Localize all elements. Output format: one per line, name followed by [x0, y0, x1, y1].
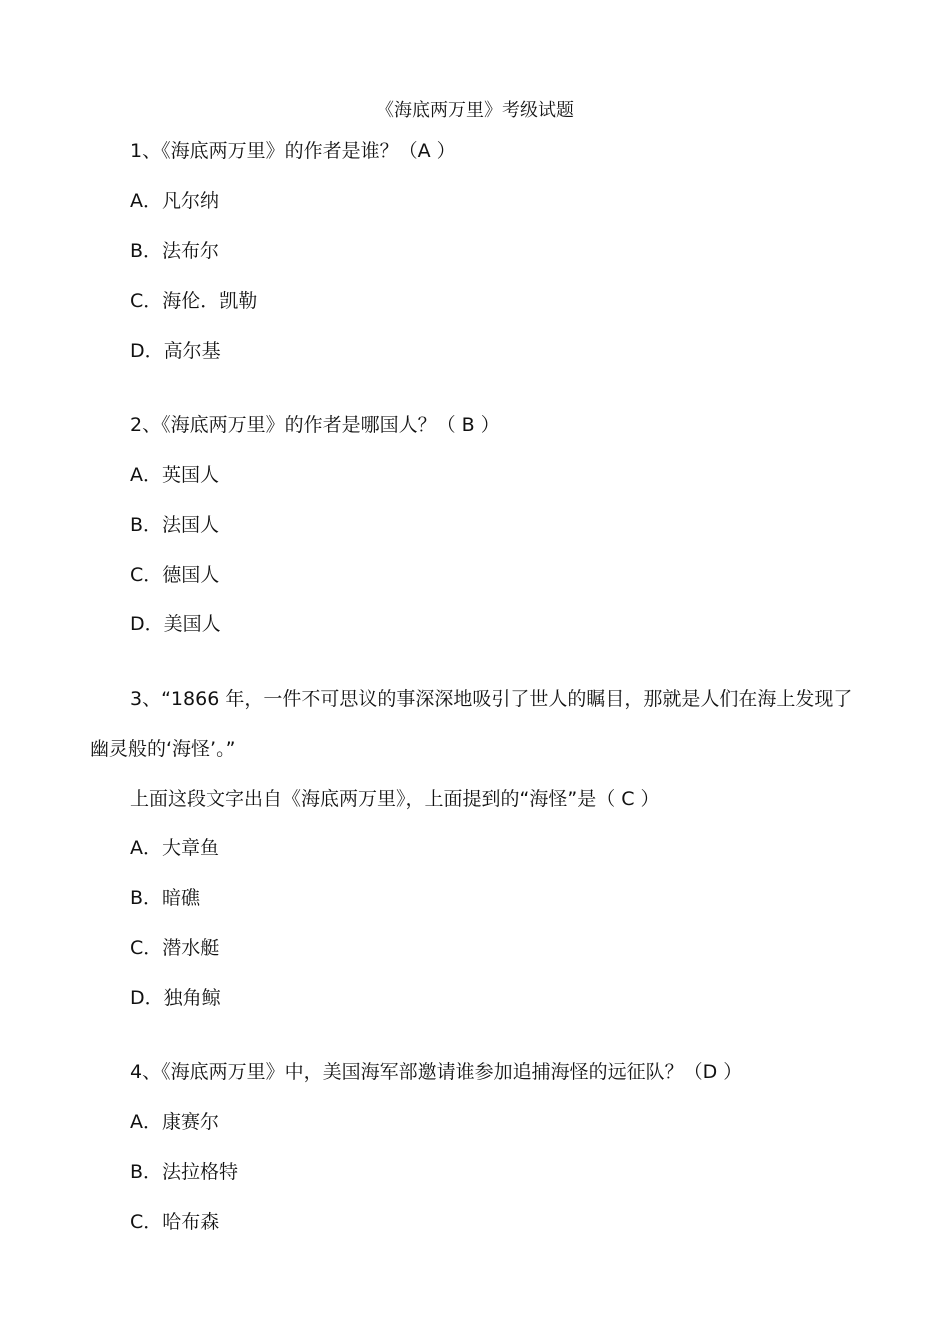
- question-1-option-c: C．海伦．凯勒: [130, 290, 258, 312]
- question-3-option-a: A．大章鱼: [130, 837, 219, 859]
- question-3-option-b: B．暗礁: [130, 887, 201, 909]
- question-4-option-b: B．法拉格特: [130, 1161, 239, 1183]
- question-2-option-b: B．法国人: [130, 514, 220, 536]
- question-3-stem-continued: 幽灵般的‘海怪’。”: [90, 738, 236, 760]
- question-1-stem: 1、《海底两万里》的作者是谁？（A ）: [130, 140, 456, 162]
- question-2-option-d: D．美国人: [130, 613, 221, 635]
- question-2-option-c: C．德国人: [130, 564, 220, 586]
- question-3-option-c: C．潜水艇: [130, 937, 220, 959]
- question-3-prompt: 上面这段文字出自《海底两万里》，上面提到的“海怪”是（ C ）: [130, 788, 660, 810]
- question-4-option-a: A．康赛尔: [130, 1111, 219, 1133]
- question-1-option-d: D．高尔基: [130, 340, 221, 362]
- document-title: 《海底两万里》考级试题: [376, 100, 574, 121]
- question-2-stem: 2、《海底两万里》的作者是哪国人？（ B ）: [130, 414, 500, 436]
- question-1-option-b: B．法布尔: [130, 240, 220, 262]
- question-3-option-d: D．独角鲸: [130, 987, 221, 1009]
- question-4-option-c: C．哈布森: [130, 1211, 220, 1233]
- question-3-stem: 3、“1866 年，一件不可思议的事深深地吸引了世人的瞩目，那就是人们在海上发现了: [130, 688, 853, 710]
- question-2-option-a: A．英国人: [130, 464, 219, 486]
- question-1-option-a: A．凡尔纳: [130, 190, 219, 212]
- question-4-stem: 4、《海底两万里》中，美国海军部邀请谁参加追捕海怪的远征队？（D ）: [130, 1061, 743, 1083]
